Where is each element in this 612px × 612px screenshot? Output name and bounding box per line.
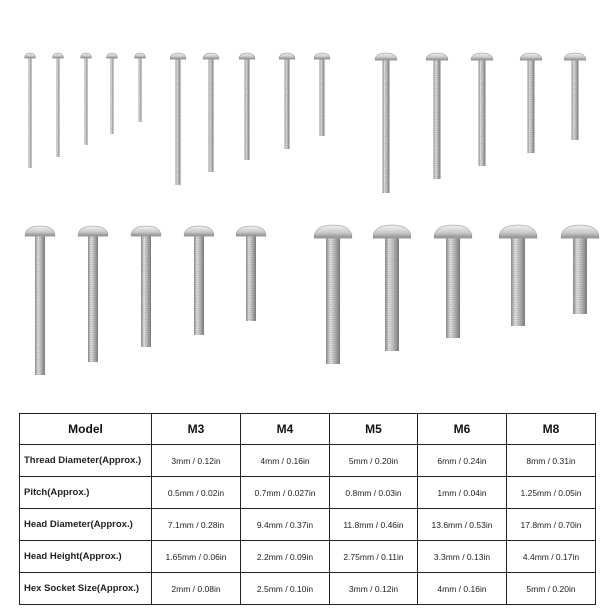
screw-thread (573, 237, 587, 314)
table-cell: 3.3mm / 0.13in (418, 541, 507, 573)
screw-flange (375, 59, 397, 61)
screw-m5 (471, 53, 493, 166)
table-cell: 11.8mm / 0.46in (330, 509, 418, 541)
screw-head (426, 53, 448, 60)
spec-table (19, 413, 596, 605)
screw-thread (479, 59, 486, 166)
screw-flange (314, 58, 330, 60)
table-cell: 0.7mm / 0.027in (241, 477, 330, 509)
table-cell: 0.5mm / 0.02in (152, 477, 241, 509)
screw-thread (246, 235, 256, 321)
screw-flange (434, 237, 472, 239)
screw-head (564, 53, 586, 60)
screw-thread (434, 59, 441, 179)
screw-thread (85, 57, 88, 145)
screw-m3 (81, 53, 92, 145)
screw-flange (239, 58, 255, 60)
table-cell: 8mm / 0.31in (507, 445, 596, 477)
table-cell: 17.8mm / 0.70in (507, 509, 596, 541)
screw-head (184, 226, 214, 236)
screw-thread (88, 235, 98, 362)
row-label: Pitch(Approx.) (20, 477, 152, 509)
screw-flange (131, 235, 161, 237)
table-cell: 1mm / 0.04in (418, 477, 507, 509)
screw-thread (139, 57, 142, 122)
screw-thread (111, 57, 114, 134)
screw-flange (170, 58, 186, 60)
header-m3: M3 (152, 414, 241, 445)
screw-head (471, 53, 493, 60)
screw-m8 (314, 225, 352, 364)
screw-m8 (434, 225, 472, 338)
screw-head (373, 225, 411, 238)
screw-thread (511, 237, 525, 326)
table-cell: 2mm / 0.08in (152, 573, 241, 605)
screw-thread (446, 237, 460, 338)
screw-m4 (279, 53, 295, 149)
screw-head (236, 226, 266, 236)
table-cell: 5mm / 0.20in (330, 445, 418, 477)
table-row (20, 573, 596, 605)
header-m8: M8 (507, 414, 596, 445)
screw-m4 (170, 53, 186, 185)
header-m6: M6 (418, 414, 507, 445)
screw-m3 (25, 53, 36, 168)
screw-head (561, 225, 599, 238)
screw-thread (385, 237, 399, 351)
screw-head (520, 53, 542, 60)
screw-flange (25, 235, 55, 237)
table-row (20, 477, 596, 509)
screw-flange (107, 57, 118, 59)
table-cell: 2.75mm / 0.11in (330, 541, 418, 573)
table-cell: 9.4mm / 0.37in (241, 509, 330, 541)
screw-m4 (314, 53, 330, 136)
header-m5: M5 (330, 414, 418, 445)
screw-flange (426, 59, 448, 61)
screw-flange (78, 235, 108, 237)
screw-thread (176, 58, 181, 185)
table-row (20, 541, 596, 573)
table-cell: 2.2mm / 0.09in (241, 541, 330, 573)
screw-flange (25, 57, 36, 59)
screw-thread (320, 58, 325, 136)
row-label: Head Diameter(Approx.) (20, 509, 152, 541)
screw-flange (135, 57, 146, 59)
table-cell: 2.5mm / 0.10in (241, 573, 330, 605)
table-row (20, 445, 596, 477)
table-cell: 4.4mm / 0.17in (507, 541, 596, 573)
table-cell: 6mm / 0.24in (418, 445, 507, 477)
screw-flange (373, 237, 411, 239)
row-label: Head Height(Approx.) (20, 541, 152, 573)
table-cell: 4mm / 0.16in (241, 445, 330, 477)
screw-head (434, 225, 472, 238)
screw-flange (184, 235, 214, 237)
screw-thread (245, 58, 250, 160)
screw-m4 (239, 53, 255, 160)
screw-flange (279, 58, 295, 60)
row-label: Thread Diameter(Approx.) (20, 445, 152, 477)
table-cell: 0.8mm / 0.03in (330, 477, 418, 509)
table-cell: 1.65mm / 0.06in (152, 541, 241, 573)
screw-thread (194, 235, 204, 335)
screw-thread (141, 235, 151, 347)
spec-header-row (20, 414, 596, 445)
header-model: Model (20, 414, 152, 445)
screw-head (375, 53, 397, 60)
table-cell: 13.6mm / 0.53in (418, 509, 507, 541)
screw-flange (520, 59, 542, 61)
screw-flange (471, 59, 493, 61)
screw-flange (561, 237, 599, 239)
table-cell: 7.1mm / 0.28in (152, 509, 241, 541)
screw-m6 (131, 226, 161, 347)
screw-m6 (25, 226, 55, 375)
screw-thread (326, 237, 340, 364)
screw-head (131, 226, 161, 236)
screw-thread (572, 59, 579, 140)
screw-m6 (236, 226, 266, 321)
screw-m6 (184, 226, 214, 335)
screw-head (25, 226, 55, 236)
screw-flange (81, 57, 92, 59)
screw-flange (203, 58, 219, 60)
table-cell: 4mm / 0.16in (418, 573, 507, 605)
screw-flange (53, 57, 64, 59)
screw-flange (314, 237, 352, 239)
screw-m4 (203, 53, 219, 172)
screw-m6 (78, 226, 108, 362)
screw-thread (57, 57, 60, 157)
screw-m5 (564, 53, 586, 140)
screw-thread (29, 57, 32, 168)
screw-head (78, 226, 108, 236)
row-label: Hex Socket Size(Approx.) (20, 573, 152, 605)
screw-flange (499, 237, 537, 239)
table-row (20, 509, 596, 541)
screw-m5 (375, 53, 397, 193)
screw-m3 (53, 53, 64, 157)
screw-thread (209, 58, 214, 172)
screw-head (314, 225, 352, 238)
screw-m3 (135, 53, 146, 122)
table-cell: 5mm / 0.20in (507, 573, 596, 605)
table-cell: 3mm / 0.12in (330, 573, 418, 605)
screw-flange (236, 235, 266, 237)
table-cell: 3mm / 0.12in (152, 445, 241, 477)
screw-m8 (499, 225, 537, 326)
screw-m3 (107, 53, 118, 134)
screw-m5 (520, 53, 542, 153)
screw-thread (383, 59, 390, 193)
screw-head (499, 225, 537, 238)
screw-m5 (426, 53, 448, 179)
screw-flange (564, 59, 586, 61)
screw-m8 (373, 225, 411, 351)
header-m4: M4 (241, 414, 330, 445)
table-cell: 1.25mm / 0.05in (507, 477, 596, 509)
screw-m8 (561, 225, 599, 314)
screw-thread (528, 59, 535, 153)
screw-thread (35, 235, 45, 375)
screw-thread (285, 58, 290, 149)
